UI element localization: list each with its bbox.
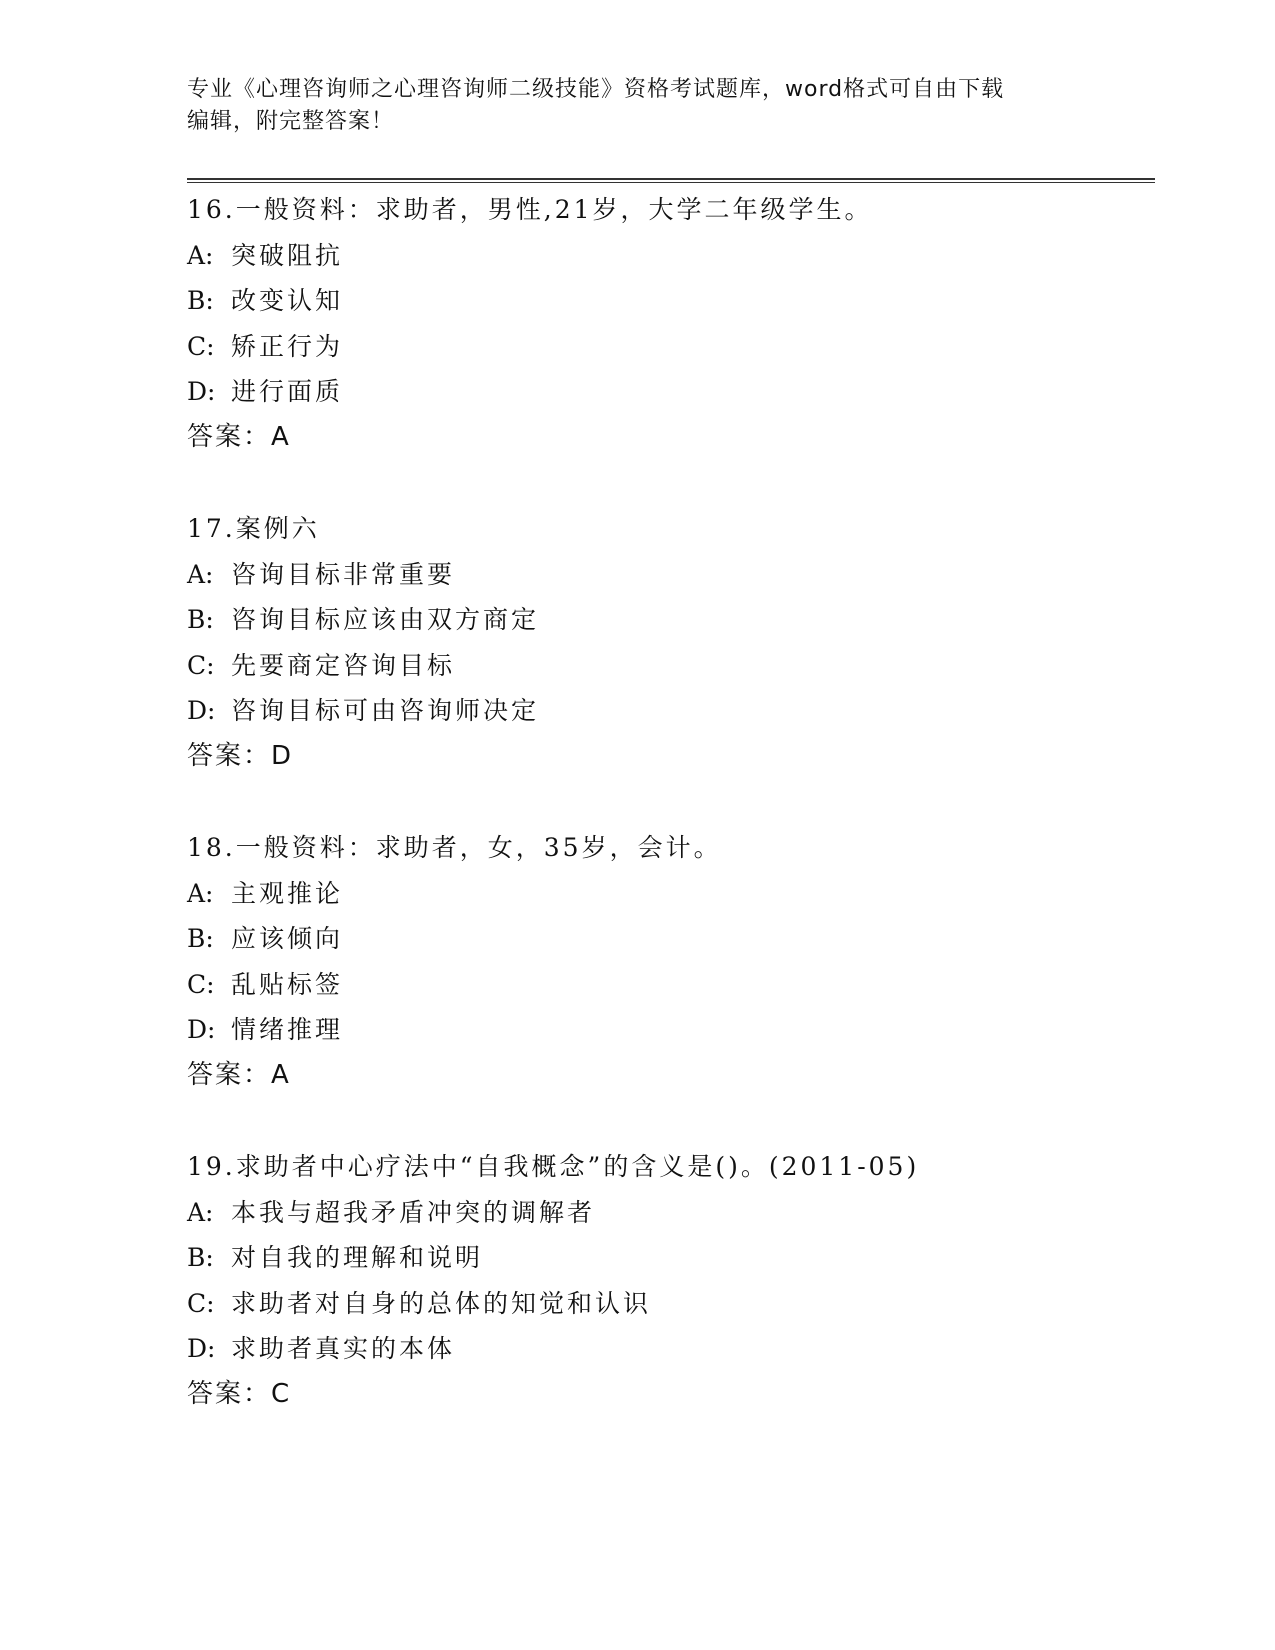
option-c xyxy=(187,324,1147,370)
option-d xyxy=(187,1007,1147,1053)
option-text: 主观推论 xyxy=(231,878,344,908)
option-letter: A: xyxy=(187,240,214,270)
option-letter: A: xyxy=(187,559,214,589)
header-line-2: 编辑，附完整答案！ xyxy=(187,109,395,134)
option-letter: A: xyxy=(187,1197,214,1227)
answer-line: 答案：A xyxy=(187,1059,291,1090)
option-text: 改变认知 xyxy=(231,286,344,315)
answer-line: 答案：D xyxy=(187,740,294,771)
header-divider xyxy=(187,178,1155,183)
option-letter: B: xyxy=(187,286,214,315)
question-stem: 17.案例六 xyxy=(187,514,320,543)
option-b xyxy=(187,916,1147,962)
document-header xyxy=(187,74,1087,138)
option-c xyxy=(187,962,1147,1008)
option-letter: D: xyxy=(187,1015,216,1044)
option-letter: D: xyxy=(187,696,216,725)
answer-line: 答案：C xyxy=(187,1378,292,1409)
option-d xyxy=(187,1326,1147,1372)
option-text: 应该倾向 xyxy=(231,924,344,953)
question-17 xyxy=(187,506,1147,779)
header-line-1: 专业《心理咨询师之心理咨询师二级技能》资格考试题库，word格式可自由下载 xyxy=(187,77,1005,102)
option-c xyxy=(187,643,1147,689)
option-text: 对自我的理解和说明 xyxy=(231,1243,484,1272)
question-stem: 18.一般资料：求助者，女，35岁，会计。 xyxy=(187,833,722,862)
option-letter: B: xyxy=(187,924,214,953)
option-letter: B: xyxy=(187,1243,214,1272)
option-a xyxy=(187,233,1147,279)
option-b xyxy=(187,597,1147,643)
option-letter: B: xyxy=(187,605,214,634)
option-text: 求助者真实的本体 xyxy=(231,1334,456,1363)
option-b xyxy=(187,1235,1147,1281)
option-d xyxy=(187,688,1147,734)
option-b xyxy=(187,278,1147,324)
option-text: 情绪推理 xyxy=(231,1015,344,1044)
option-text: 突破阻抗 xyxy=(231,240,344,270)
option-letter: D: xyxy=(187,377,216,406)
answer-line: 答案：A xyxy=(187,421,291,452)
option-a xyxy=(187,552,1147,598)
option-text: 矫正行为 xyxy=(231,331,344,361)
option-letter: A: xyxy=(187,878,214,908)
option-text: 进行面质 xyxy=(231,377,344,406)
option-text: 本我与超我矛盾冲突的调解者 xyxy=(231,1197,596,1227)
question-stem: 19.求助者中心疗法中“自我概念”的含义是()。(2011-05) xyxy=(187,1152,920,1181)
option-text: 咨询目标应该由双方商定 xyxy=(231,605,540,634)
question-stem: 16.一般资料：求助者，男性,21岁，大学二年级学生。 xyxy=(187,195,873,224)
question-18 xyxy=(187,825,1147,1098)
option-text: 求助者对自身的总体的知觉和认识 xyxy=(231,1288,652,1318)
option-text: 先要商定咨询目标 xyxy=(231,650,456,680)
option-letter: C: xyxy=(187,650,215,680)
option-a xyxy=(187,871,1147,917)
option-letter: C: xyxy=(187,1288,215,1318)
option-a xyxy=(187,1190,1147,1236)
option-text: 咨询目标非常重要 xyxy=(231,559,456,589)
option-letter: D: xyxy=(187,1334,216,1363)
option-d xyxy=(187,369,1147,415)
option-letter: C: xyxy=(187,969,215,999)
option-c xyxy=(187,1281,1147,1327)
question-19 xyxy=(187,1144,1147,1417)
option-text: 咨询目标可由咨询师决定 xyxy=(231,696,540,725)
question-16 xyxy=(187,187,1147,460)
option-letter: C: xyxy=(187,331,215,361)
option-text: 乱贴标签 xyxy=(231,969,344,999)
